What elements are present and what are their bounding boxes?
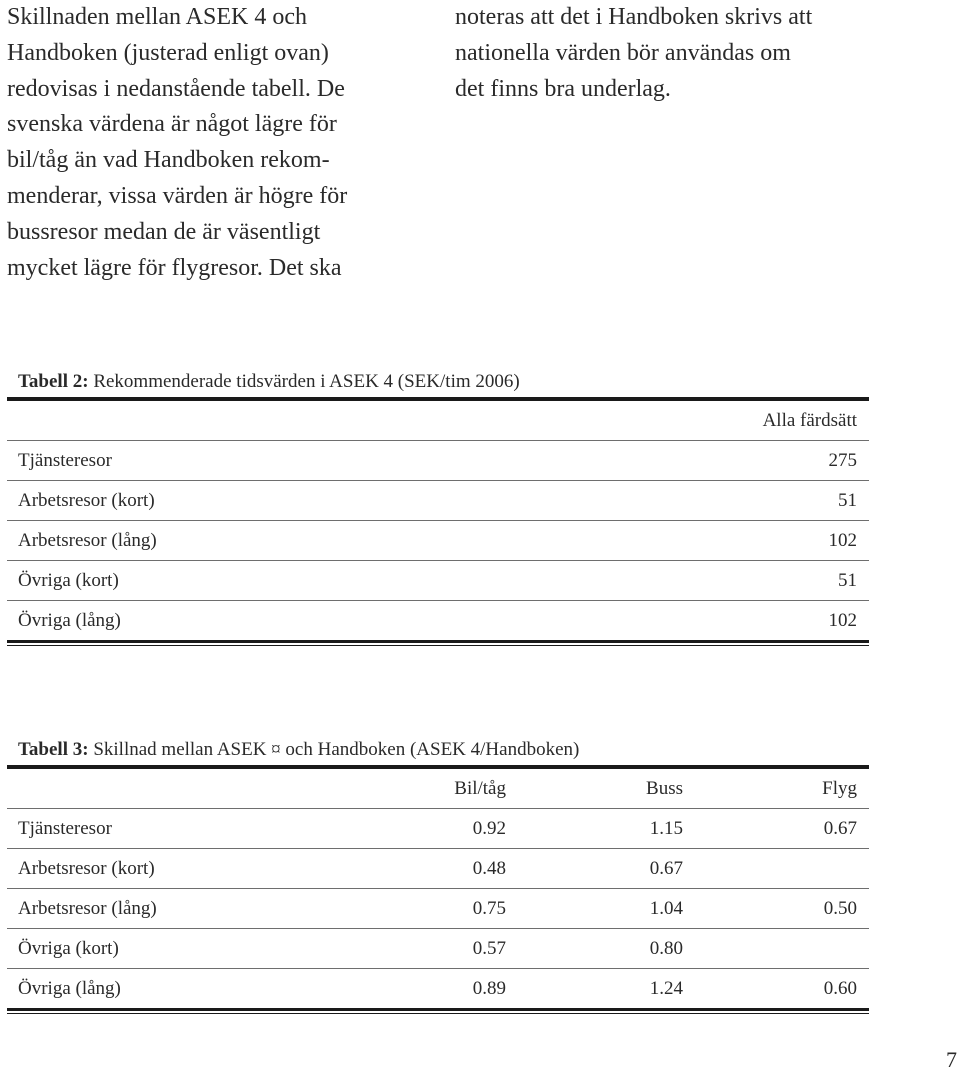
- table-3-caption-text: Skillnad mellan ASEK ¤ och Handboken (ASEK 4/Handboken): [88, 739, 580, 760]
- column-header-flyg: Flyg: [822, 778, 857, 799]
- text-line: nationella värden bör användas om: [455, 39, 791, 66]
- table-3-caption-label: Tabell 3:: [18, 739, 89, 760]
- cell-flyg: 0.67: [823, 818, 857, 839]
- table-2-caption-label: Tabell 2:: [18, 371, 89, 392]
- table-3-caption: [18, 735, 869, 765]
- page-number: 7: [946, 1047, 957, 1072]
- row-value: 102: [828, 530, 857, 551]
- column-header-alla-fardsatt: Alla färdsätt: [762, 410, 857, 431]
- row-value: 51: [838, 570, 857, 591]
- text-line: svenska värdena är något lägre för: [7, 111, 337, 138]
- row-label: Övriga (lång): [18, 978, 121, 999]
- row-label: Arbetsresor (kort): [18, 490, 155, 511]
- row-label: Arbetsresor (lång): [18, 898, 157, 919]
- cell-bil-tag: 0.92: [472, 818, 506, 839]
- text-line: Skillnaden mellan ASEK 4 och: [7, 4, 307, 30]
- text-line: det finns bra underlag.: [455, 75, 671, 102]
- column-header-buss: Buss: [646, 778, 683, 799]
- table-row: [7, 809, 869, 849]
- table-2-caption: [18, 367, 869, 397]
- table-3: [7, 735, 869, 1014]
- table-row: [7, 849, 869, 889]
- table-row: [7, 969, 869, 1008]
- table-row: [7, 521, 869, 561]
- row-label: Tjänsteresor: [18, 818, 112, 839]
- table-bottom-rule: [7, 640, 869, 646]
- table-header-row: [7, 769, 869, 809]
- row-label: Övriga (kort): [18, 938, 119, 959]
- cell-buss: 1.15: [649, 818, 683, 839]
- cell-buss: 0.67: [649, 858, 683, 879]
- table-2: [7, 367, 869, 646]
- row-value: 51: [838, 490, 857, 511]
- cell-bil-tag: 0.57: [472, 938, 506, 959]
- left-text-column: [7, 0, 437, 286]
- row-label: Övriga (kort): [18, 570, 119, 591]
- text-line: menderar, vissa värden är högre för: [7, 182, 348, 209]
- table-header-row: [7, 401, 869, 441]
- text-line: noteras att det i Handboken skrivs att: [455, 4, 813, 30]
- text-line: bussresor medan de är väsentligt: [7, 218, 321, 245]
- cell-bil-tag: 0.89: [472, 978, 506, 999]
- row-label: Övriga (lång): [18, 610, 121, 631]
- row-value: 102: [828, 610, 857, 631]
- text-line: mycket lägre för flygresor. Det ska: [7, 254, 342, 281]
- text-line: redovisas i nedanstående tabell. De: [7, 75, 345, 102]
- table-bottom-rule: [7, 1008, 869, 1014]
- table-row: [7, 481, 869, 521]
- cell-buss: 0.80: [649, 938, 683, 959]
- text-line: bil/tåg än vad Handboken rekom-: [7, 147, 330, 174]
- table-2-caption-text: Rekommenderade tidsvärden i ASEK 4 (SEK/tim 2006): [88, 371, 520, 392]
- row-label: Arbetsresor (lång): [18, 530, 157, 551]
- cell-flyg: 0.50: [823, 898, 857, 919]
- table-row: [7, 929, 869, 969]
- cell-bil-tag: 0.48: [472, 858, 506, 879]
- row-label: Tjänsteresor: [18, 450, 112, 471]
- cell-buss: 1.04: [649, 898, 683, 919]
- cell-bil-tag: 0.75: [472, 898, 506, 919]
- row-value: 275: [828, 450, 857, 471]
- table-row: [7, 561, 869, 601]
- cell-flyg: 0.60: [823, 978, 857, 999]
- cell-buss: 1.24: [649, 978, 683, 999]
- row-label: Arbetsresor (kort): [18, 858, 155, 879]
- table-row: [7, 441, 869, 481]
- table-row: [7, 601, 869, 640]
- text-line: Handboken (justerad enligt ovan): [7, 39, 329, 66]
- table-row: [7, 889, 869, 929]
- column-header-bil-tag: Bil/tåg: [454, 778, 506, 799]
- right-text-column: [455, 0, 935, 107]
